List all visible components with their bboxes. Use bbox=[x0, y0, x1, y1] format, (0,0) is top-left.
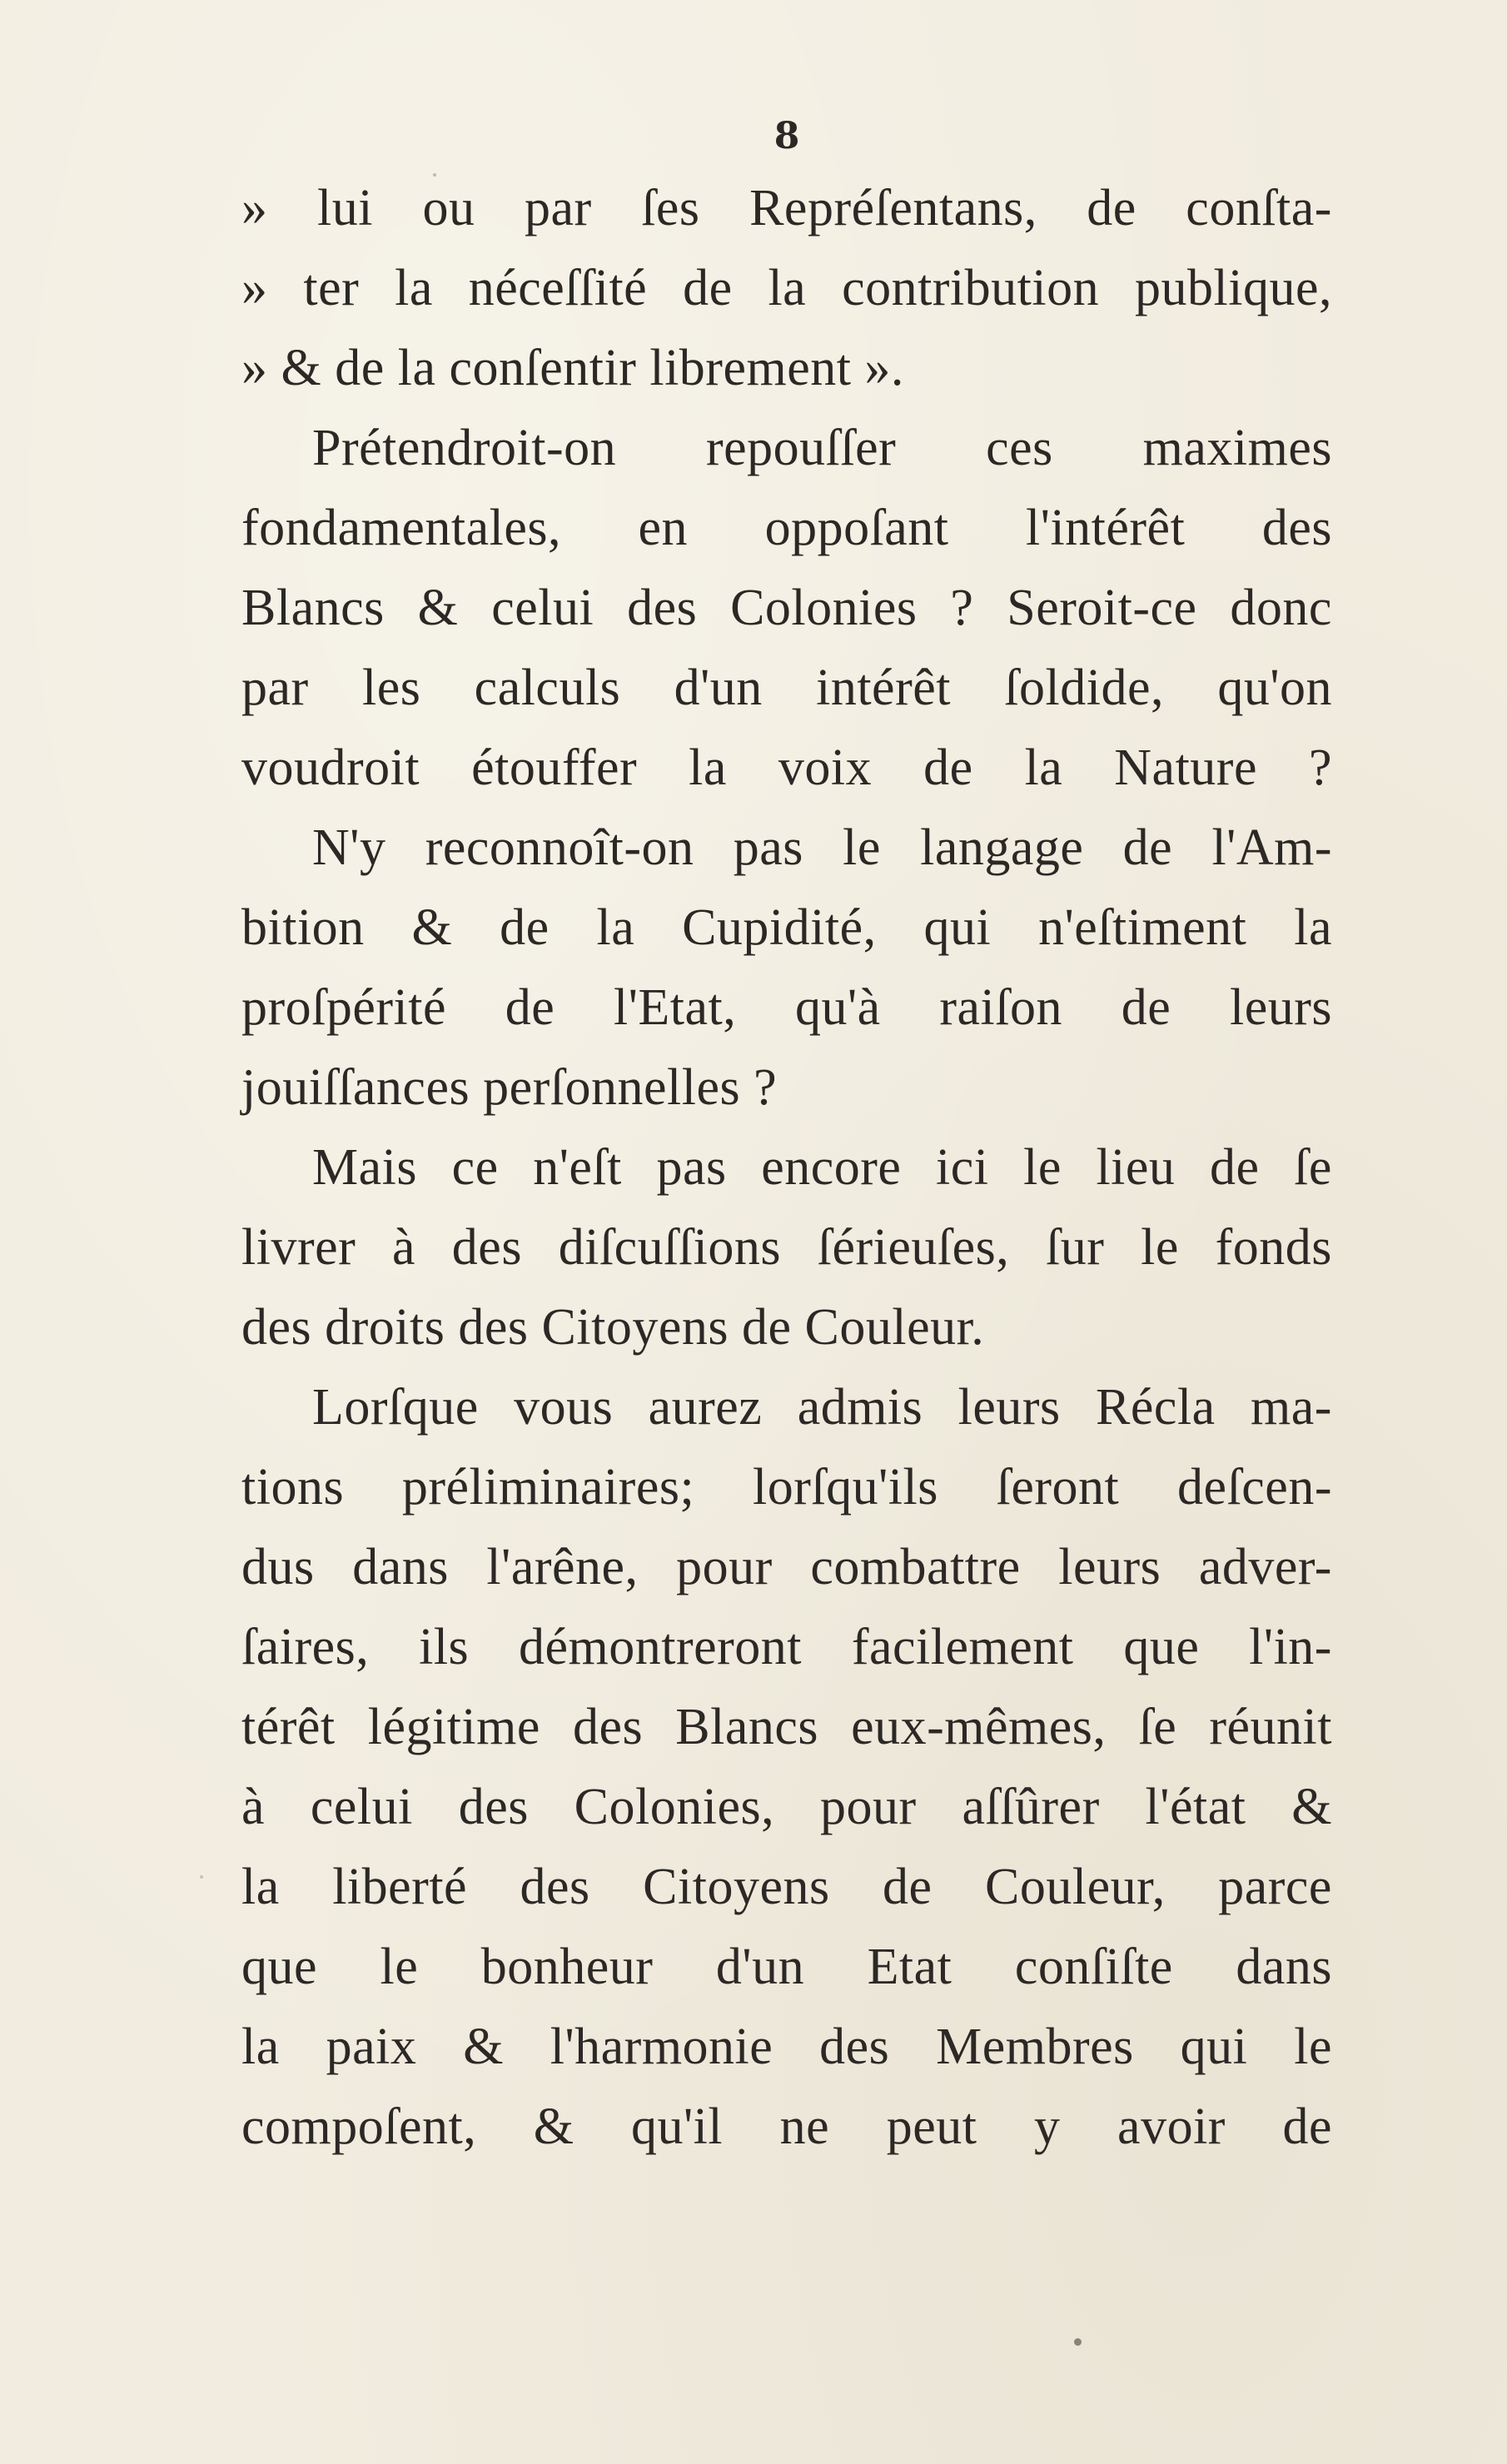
text-line: Prétendroit-on repouſſer ces maximes bbox=[312, 420, 1332, 476]
text-line: la paix & l'harmonie des Membres qui le bbox=[241, 2018, 1332, 2075]
text-line: tions préliminaires; lorſqu'ils ſeront deſcen- bbox=[241, 1459, 1332, 1516]
text-line: voudroit étouffer la voix de la Nature ? bbox=[241, 739, 1332, 796]
text-line: compoſent, & qu'il ne peut y avoir de bbox=[241, 2098, 1332, 2155]
page-number: 8 bbox=[773, 115, 800, 157]
text-line: Lorſque vous aurez admis leurs Récla ma- bbox=[312, 1379, 1332, 1436]
text-line: jouiſſances perſonnelles ? bbox=[241, 1059, 778, 1116]
text-line: dus dans l'arêne, pour combattre leurs adver- bbox=[241, 1539, 1332, 1595]
paper-speck bbox=[433, 173, 436, 177]
text-line: fondamentales, en oppoſant l'intérêt des bbox=[241, 500, 1332, 556]
text-line: la liberté des Citoyens de Couleur, parce bbox=[241, 1859, 1332, 1915]
text-line: » & de la conſentir librement ». bbox=[241, 340, 904, 396]
text-line: livrer à des diſcuſſions ſérieuſes, ſur le fonds bbox=[241, 1219, 1332, 1276]
text-line: à celui des Colonies, pour aſſûrer l'état & bbox=[241, 1779, 1332, 1835]
paper-speck bbox=[1074, 2338, 1082, 2346]
text-line: Blancs & celui des Colonies ? Seroit-ce donc bbox=[241, 580, 1332, 636]
text-line: » lui ou par ſes Repréſentans, de conſta- bbox=[241, 180, 1332, 236]
paper-speck bbox=[200, 1875, 203, 1879]
text-line: des droits des Citoyens de Couleur. bbox=[241, 1299, 985, 1356]
text-line: N'y reconnoît-on pas le langage de l'Am- bbox=[312, 819, 1332, 876]
text-line: ſaires, ils démontreront facilement que l'in- bbox=[241, 1619, 1332, 1675]
text-line: par les calculs d'un intérêt ſoldide, qu'on bbox=[241, 660, 1332, 716]
text-line: Mais ce n'eſt pas encore ici le lieu de ſe bbox=[312, 1139, 1332, 1196]
text-line: térêt légitime des Blancs eux-mêmes, ſe réunit bbox=[241, 1699, 1332, 1755]
text-line: bition & de la Cupidité, qui n'eſtiment la bbox=[241, 899, 1332, 956]
text-line: proſpérité de l'Etat, qu'à raiſon de leurs bbox=[241, 979, 1332, 1036]
text-line: que le bonheur d'un Etat conſiſte dans bbox=[241, 1939, 1332, 1995]
text-line: » ter la néceſſité de la contribution publique, bbox=[241, 260, 1332, 316]
